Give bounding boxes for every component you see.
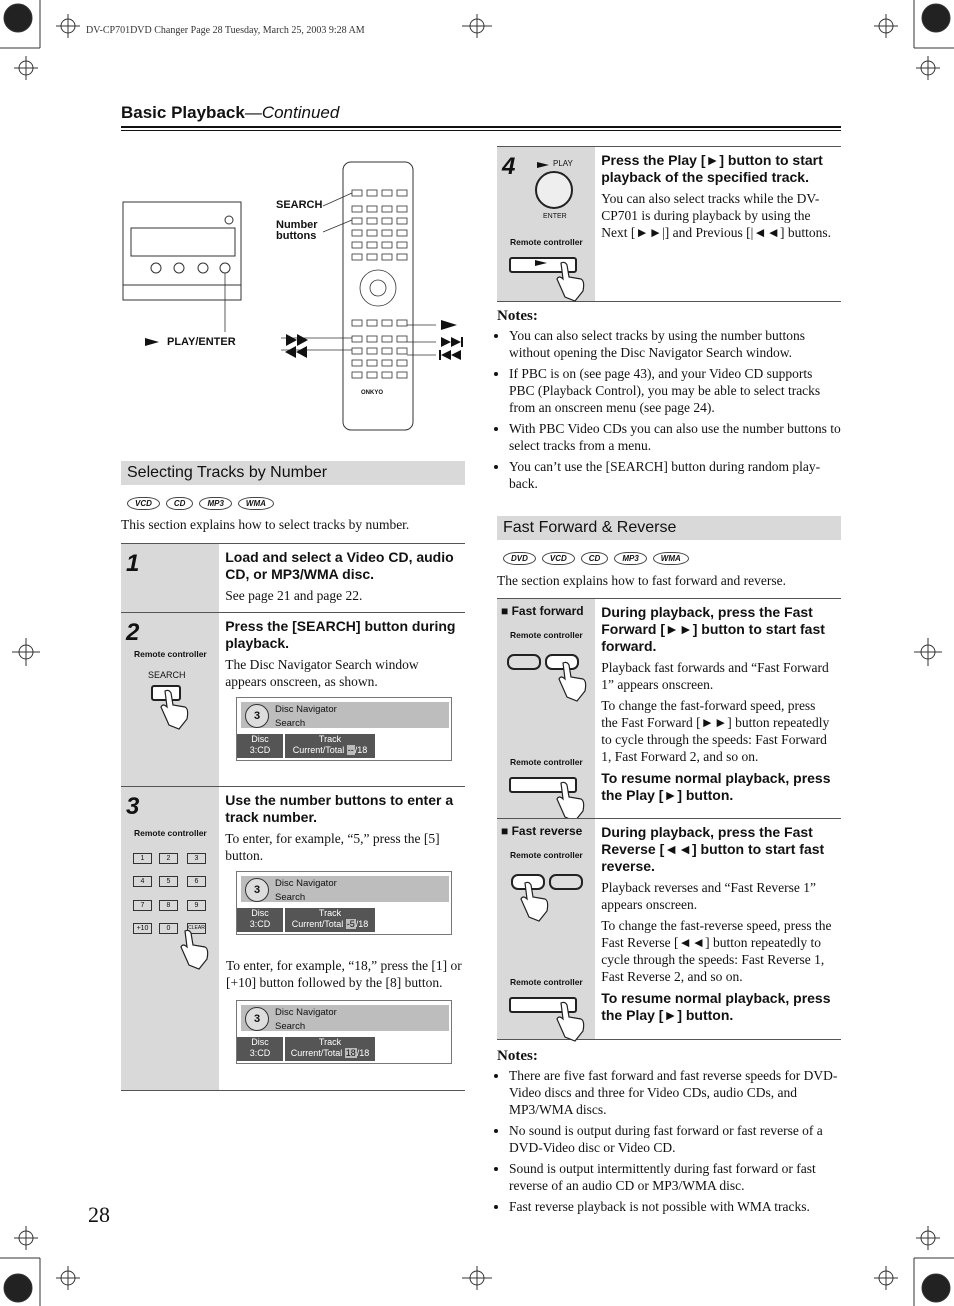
title-rule	[121, 126, 841, 128]
hand-icon	[519, 881, 551, 923]
step-2-search-label: SEARCH	[148, 670, 186, 680]
step-4-title: Press the Play [►] button to start playback of the specified track.	[601, 152, 823, 185]
fast-forward-button[interactable]	[549, 874, 583, 890]
osd-track-field	[285, 1037, 375, 1061]
number-key-9[interactable]: 9	[187, 900, 206, 911]
hand-icon	[555, 261, 587, 303]
step-3-number: 3	[126, 793, 140, 820]
note-item: • You can’t use the [SEARCH] button during random play-back.	[509, 458, 841, 492]
fast-forward-body-1: Playback fast forwards and “Fast Forward 1” appears onscreen.	[601, 660, 829, 692]
osd-subtitle: Search	[275, 892, 306, 903]
badge-vcd: VCD	[542, 552, 575, 565]
step-2-rc-label: Remote controller	[134, 649, 207, 659]
osd-track-value: 18	[345, 1048, 356, 1058]
osd-header	[241, 1005, 449, 1031]
osd-title: Disc Navigator	[275, 878, 337, 889]
step-4-rc-label: Remote controller	[510, 237, 583, 247]
badge-wma: WMA	[238, 497, 274, 510]
section-title: Basic Playback	[121, 103, 245, 122]
fast-forward-label-text: Fast forward	[511, 604, 584, 618]
step-1-title: Load and select a Video CD, audio CD, or MP3/WMA disc.	[225, 549, 454, 582]
enter-button[interactable]	[535, 171, 573, 209]
step-4-text	[595, 147, 841, 301]
notes-1	[497, 308, 841, 496]
step-1-number: 1	[126, 550, 140, 577]
fast-forward-rc-label: Remote controller	[510, 630, 583, 640]
osd-title: Disc Navigator	[275, 1007, 337, 1018]
step-1	[121, 543, 465, 612]
fast-forward-resume: To resume normal playback, press the Play [►] button.	[601, 770, 831, 803]
osd-track-total: /18	[354, 745, 368, 755]
number-key-5[interactable]: 5	[159, 876, 178, 887]
fastfwd-section-title: Fast Forward & Reverse	[497, 516, 841, 540]
disc-icon	[245, 704, 269, 728]
fast-reverse-body-2: To change the fast-reverse speed, press the Fast Reverse [◄◄] button repeatedly to cycle through the speeds: Fast Reverse 1, Fast Reverse 2, and so on.	[601, 918, 832, 984]
osd-disc-label: Disc	[251, 1037, 269, 1047]
disc-icon	[245, 878, 269, 902]
fast-reverse-rc-label-2: Remote controller	[510, 977, 583, 987]
osd-disc-label: Disc	[251, 734, 269, 744]
print-header: DV-CP701DVD Changer Page 28 Tuesday, March 25, 2003 9:28 AM	[86, 25, 365, 36]
player-remote-diagram	[121, 150, 466, 435]
page-section-title	[121, 103, 339, 123]
badge-mp3: MP3	[614, 552, 646, 565]
osd-track-value: -5	[346, 919, 355, 929]
diagram-buttons-label: buttons	[276, 230, 317, 242]
hand-icon	[555, 781, 587, 823]
notes-1-list	[497, 327, 841, 492]
fast-reverse-label: ■ Fast reverse	[501, 824, 583, 838]
fastfwd-badges	[503, 548, 695, 566]
osd-track-value: --	[347, 745, 354, 755]
osd-track-field	[285, 908, 375, 932]
step-2-panel	[121, 613, 219, 786]
step-2-title: Press the [SEARCH] button during playback.	[225, 618, 456, 651]
osd-track-label: Track	[318, 908, 342, 918]
step-4-body: You can also select tracks while the DV-CP701 is during playback by using the Next [►►|] and Previous [|◄◄] buttons.	[601, 191, 832, 240]
title-rule-thin	[121, 130, 841, 131]
badge-dvd: DVD	[503, 552, 536, 565]
osd-screen-2	[236, 871, 452, 935]
notes-1-title: Notes:	[497, 308, 538, 324]
fast-reverse-resume: To resume normal playback, press the Play [►] button.	[601, 990, 831, 1023]
fast-forward-body-2: To change the fast-forward speed, press the Fast Forward [►►] button repeatedly to cycle through the speeds: Fast Forward 1, Fast Forward 2, and so on.	[601, 698, 830, 764]
number-key-0[interactable]: 0	[159, 923, 178, 934]
clear-key[interactable]: CLEAR	[187, 923, 206, 934]
fast-forward-rc-label-2: Remote controller	[510, 757, 583, 767]
step-2-number: 2	[126, 619, 140, 646]
step-1-panel	[121, 544, 219, 612]
notes-2-title: Notes:	[497, 1048, 538, 1064]
note-item: • You can also select tracks by using the number buttons without opening the Disc Navigator Search window.	[509, 327, 841, 361]
fast-forward-label: ■ Fast forward	[501, 604, 584, 618]
step-3-rc-label: Remote controller	[134, 828, 207, 838]
fast-forward-text	[595, 599, 841, 819]
osd-track-total: /18	[356, 1048, 370, 1058]
note-item: • Fast reverse playback is not possible with WMA tracks.	[509, 1198, 841, 1215]
fast-reverse-body-1: Playback reverses and “Fast Reverse 1” appears onscreen.	[601, 880, 817, 912]
notes-2	[497, 1048, 841, 1219]
page-number: 28	[88, 1202, 110, 1227]
number-key-7[interactable]: 7	[133, 900, 152, 911]
osd-current-total: Current/Total	[292, 745, 345, 755]
osd-track-total: /18	[355, 919, 369, 929]
diagram-brand: ONKYO	[361, 390, 384, 396]
fast-reverse-button[interactable]	[507, 654, 541, 670]
osd-disc-field	[237, 1037, 283, 1061]
osd-header	[241, 876, 449, 902]
osd-subtitle: Search	[275, 718, 306, 729]
osd-disc-value: 3:CD	[249, 745, 271, 755]
disc-icon	[245, 1007, 269, 1031]
section-suffix: —Continued	[244, 103, 340, 122]
osd-track-label: Track	[318, 1037, 342, 1047]
step-1-body: See page 21 and page 22.	[225, 588, 363, 603]
fast-forward-title: During playback, press the Fast Forward [►►] button to start fast forward.	[601, 604, 825, 654]
osd-disc-field	[237, 734, 283, 758]
osd-disc-field	[237, 908, 283, 932]
step-2-body: The Disc Navigator Search window appears onscreen, as shown.	[225, 657, 419, 689]
step-4-number: 4	[502, 153, 516, 180]
note-item: • There are five fast forward and fast reverse speeds for DVD-Video discs and three for Video CDs, audio CDs, and MP3/WMA discs.	[509, 1067, 841, 1118]
play-icon	[537, 161, 551, 169]
number-key-1[interactable]: 1	[133, 853, 152, 864]
number-key-3[interactable]: 3	[187, 853, 206, 864]
diagram-play-enter-label: PLAY/ENTER	[167, 336, 236, 348]
osd-disc-label: Disc	[251, 908, 269, 918]
number-key-6[interactable]: 6	[187, 876, 206, 887]
play-icon	[535, 259, 549, 267]
badge-vcd: VCD	[127, 497, 160, 510]
badge-wma: WMA	[653, 552, 689, 565]
osd-title: Disc Navigator	[275, 704, 337, 715]
note-item: • Sound is output intermittently during fast forward or fast reverse of an audio CD or MP3/WMA disc.	[509, 1160, 841, 1194]
hand-icon	[557, 661, 589, 703]
note-item: • With PBC Video CDs you can also use the number buttons to select tracks from a menu.	[509, 420, 841, 454]
selecting-intro: This section explains how to select tracks by number.	[121, 517, 410, 532]
badge-mp3: MP3	[199, 497, 231, 510]
osd-disc-value: 3:CD	[249, 919, 271, 929]
fastfwd-intro: The section explains how to fast forward and reverse.	[497, 573, 787, 588]
step-3-body-1: To enter, for example, “5,” press the [5] button.	[225, 831, 440, 863]
osd-subtitle: Search	[275, 1021, 306, 1032]
step-4-enter-label: ENTER	[543, 213, 567, 220]
osd-disc-value: 3:CD	[249, 1048, 271, 1058]
step-3-body-2: To enter, for example, “18,” press the [1] or [+10] button followed by the [8] button.	[226, 958, 462, 990]
badge-cd: CD	[166, 497, 194, 510]
notes-2-list	[497, 1067, 841, 1215]
fast-reverse-panel	[497, 819, 595, 1039]
hand-icon	[555, 1001, 587, 1043]
osd-current-total: Current/Total	[290, 1048, 343, 1058]
step-3-title: Use the number buttons to enter a track number.	[225, 792, 454, 825]
disc-number: 3	[253, 710, 261, 722]
hand-icon	[159, 689, 191, 731]
step-4-panel	[497, 147, 595, 301]
note-item: • If PBC is on (see page 43), and your Video CD supports PBC (Playback Control), you may be able to select tracks from an onscreen menu (see page 24).	[509, 365, 841, 416]
selecting-section-title: Selecting Tracks by Number	[121, 461, 465, 485]
note-item: • No sound is output during fast forward or fast reverse of a DVD-Video disc or Video CD.	[509, 1122, 841, 1156]
number-key-4[interactable]: 4	[133, 876, 152, 887]
fast-reverse-title: During playback, press the Fast Reverse [◄◄] button to start fast reverse.	[601, 824, 825, 874]
step-1-text	[219, 544, 465, 612]
osd-track-label: Track	[318, 734, 342, 744]
fast-reverse-row	[497, 818, 841, 1040]
step-3-panel	[121, 787, 219, 1090]
step-4-play-label: PLAY	[553, 159, 573, 168]
selecting-badges	[127, 493, 280, 511]
osd-header	[241, 702, 449, 728]
fast-forward-panel	[497, 599, 595, 819]
hand-icon	[179, 929, 211, 971]
disc-number: 3	[253, 884, 261, 896]
fast-reverse-label-text: Fast reverse	[511, 824, 583, 838]
osd-current-total: Current/Total	[291, 919, 344, 929]
fast-forward-row	[497, 598, 841, 819]
number-key-2[interactable]: 2	[159, 853, 178, 864]
diagram-number-label: Number	[276, 219, 318, 231]
fast-reverse-rc-label: Remote controller	[510, 850, 583, 860]
number-key-plus10[interactable]: +10	[133, 923, 152, 934]
osd-screen-1	[236, 697, 452, 761]
step-4	[497, 146, 841, 302]
osd-track-field	[285, 734, 375, 758]
disc-number: 3	[253, 1013, 261, 1025]
fast-reverse-text	[595, 819, 841, 1039]
badge-cd: CD	[581, 552, 609, 565]
number-key-8[interactable]: 8	[159, 900, 178, 911]
diagram-search-label: SEARCH	[276, 199, 323, 211]
osd-screen-3	[236, 1000, 452, 1064]
